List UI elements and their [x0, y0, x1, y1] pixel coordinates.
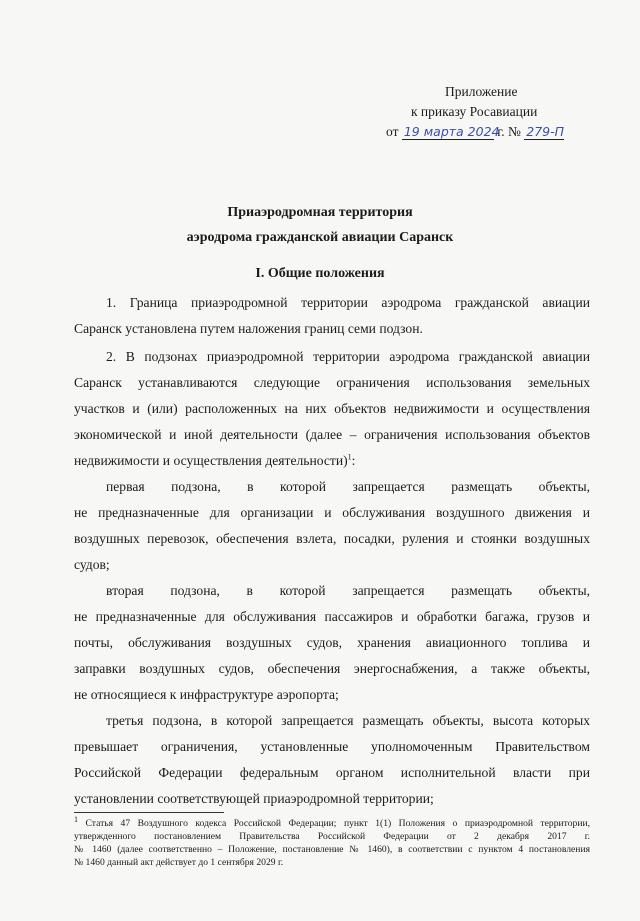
document-title-line1: Приаэродромная территория — [227, 205, 413, 220]
order-reference: к приказу Росавиации — [411, 104, 538, 119]
handwritten-date: 19 марта 2024 — [403, 124, 500, 139]
footnote-separator — [74, 812, 224, 813]
section-heading: I. Общие положения — [255, 266, 385, 281]
body-line: судов; — [74, 557, 110, 572]
body-line: не относящиеся к инфраструктуре аэропорта; — [74, 687, 339, 702]
document-title-line2: аэродрома гражданской авиации Саранск — [186, 230, 454, 245]
body-line: вторая подзона, в которой запрещается размещать объекты, — [106, 583, 590, 598]
footnote-line: утвержденного постановлением Правительства Российской Федерации от 2 декабря 2017 г. — [74, 831, 590, 842]
body-line: первая подзона, в которой запрещается размещать объекты, — [106, 479, 590, 494]
body-line: Саранск устанавливаются следующие ограничения использования земельных — [74, 375, 590, 390]
body-line: воздушных перевозок, обеспечения взлета, посадки, руления и стоянки воздушных — [74, 531, 590, 546]
body-line: не предназначенные для обслуживания пассажиров и обработки багажа, грузов и — [74, 609, 590, 624]
footnote-line: № 1460 данный акт действует до 1 сентября 2029 г. — [74, 857, 284, 868]
colon: : — [351, 453, 356, 468]
body-line: почты, обслуживания воздушных судов, хранения авиационного топлива и — [74, 635, 590, 650]
body-line: Российской Федерации федеральным органом исполнительной власти при — [74, 765, 590, 780]
body-line: Саранск установлена путем наложения границ семи подзон. — [74, 321, 423, 336]
body-text: недвижимости и осуществления деятельности) — [74, 453, 348, 468]
handwritten-number: 279-П — [526, 124, 565, 139]
body-line: превышает ограничения, установленные уполномоченным Правительством — [74, 739, 590, 754]
body-line: не предназначенные для организации и обслуживания воздушного движения и — [74, 505, 590, 520]
appendix-label: Приложение — [445, 84, 518, 99]
body-line: третья подзона, в которой запрещается размещать объекты, высота которых — [106, 713, 590, 728]
from-label: от — [386, 124, 399, 139]
footnote-marker: 1 — [74, 814, 78, 824]
body-line-with-footnote — [74, 452, 590, 470]
footnote-reference: 1 — [347, 452, 352, 462]
footnote-line: № 1460 (далее соответственно – Положение, постановление № 1460), в соответствии с пунктом 4 постановления — [74, 844, 590, 855]
footnote-line — [74, 814, 590, 830]
footnote-text: Статья 47 Воздушного кодекса Российской Федерации; пункт 1(1) Положения о приаэродромной территории, — [85, 818, 590, 829]
body-line: 1. Граница приаэродромной территории аэродрома гражданской авиации — [106, 295, 590, 310]
body-line: 2. В подзонах приаэродромной территории аэродрома гражданской авиации — [106, 349, 590, 364]
body-line: экономической и иной деятельности (далее – ограничения использования объектов — [74, 427, 590, 442]
body-line: участков и (или) расположенных на них объектов недвижимости и осуществления — [74, 401, 590, 416]
body-line: заправки воздушных судов, обеспечения энергоснабжения, а также объекты, — [74, 661, 590, 676]
body-line: установлении соответствующей приаэродромной территории; — [74, 791, 434, 806]
order-date-line — [386, 124, 564, 140]
year-number-label: г. № — [497, 124, 521, 139]
